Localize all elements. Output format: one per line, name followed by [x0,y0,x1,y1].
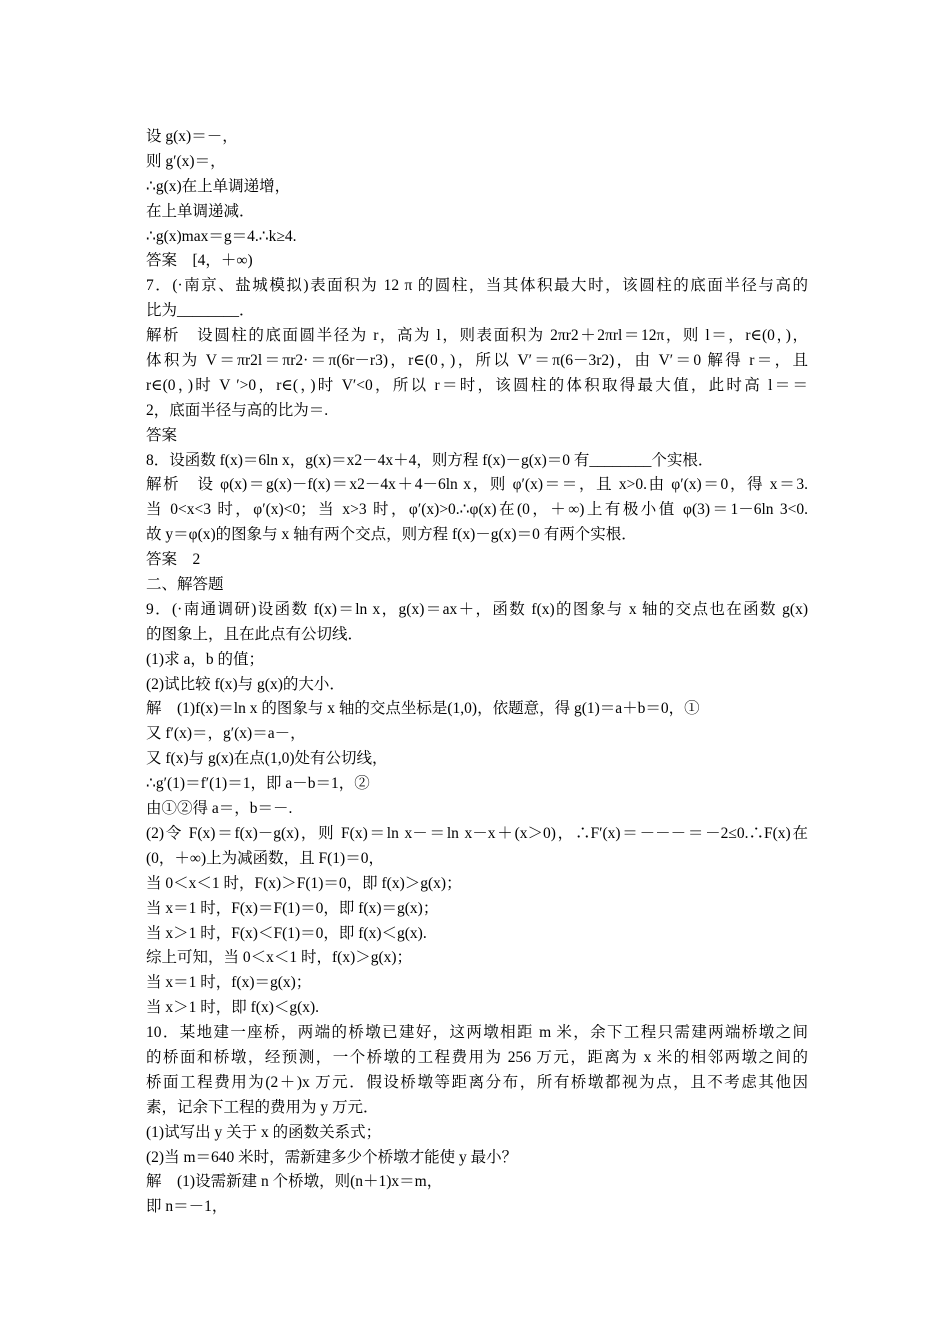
text-line: 8．设函数 f(x)＝6ln x，g(x)＝x2－4x＋4，则方程 f(x)－g(x)＝0 有________个实根． [146,451,714,469]
text-line: r∈(0，)时 V ′>0，r∈(，)时 V′<0，所以 r＝时，该圆柱的体积取得最大值，此时高 l＝＝ [146,376,808,394]
text-line: 故 y＝φ(x)的图象与 x 轴有两个交点，则方程 f(x)－g(x)＝0 有两个实根． [146,526,637,544]
document-body [146,125,808,1220]
text-line: 答案 2 [146,551,201,569]
text-line: 9．(·南通调研)设函数 f(x)＝ln x，g(x)＝ax＋，函数 f(x)的图象与 x 轴的交点也在函数 g(x) [146,600,808,618]
document-page [146,125,808,1220]
text-line: 答案 [146,426,178,444]
text-line: 则 g′(x)＝， [146,152,226,170]
text-line: (2)当 m＝640 米时，需新建多少个桥墩才能使 y 最小？ [146,1148,518,1166]
text-line: 综上可知，当 0＜x＜1 时，f(x)＞g(x)； [146,949,413,967]
text-line: 解析 设 φ(x)＝g(x)－f(x)＝x2－4x＋4－6ln x，则 φ′(x)＝＝，且 x>0.由 φ′(x)＝0，得 x＝3. [146,476,808,494]
text-line: 当 x＝1 时，f(x)＝g(x)； [146,974,312,992]
text-line: (1)试写出 y 关于 x 的函数关系式； [146,1123,382,1141]
text-line: ∴g(x)在上单调递增， [146,177,291,195]
text-line: 2，底面半径与高的比为＝. [146,401,329,419]
text-line: 由①②得 a＝，b＝－. [146,800,293,818]
text-line: 二、解答题 [146,576,224,594]
text-line: 解 (1)f(x)＝ln x 的图象与 x 轴的交点坐标是(1,0)，依题意，得 g(1)＝a＋b＝0，① [146,700,700,718]
text-line: ∴g′(1)＝f′(1)＝1，即 a－b＝1，② [146,775,370,793]
text-line: 的图象上，且在此点有公切线． [146,625,364,643]
text-line: (1)求 a，b 的值； [146,650,264,668]
text-line: 比为________． [146,302,255,320]
text-line: 体积为 V＝πr2l＝πr2·＝π(6r－r3)，r∈(0，)，所以 V′＝π(6－3r2)，由 V′＝0 解得 r＝，且 [146,352,808,370]
text-line: 7．(·南京、盐城模拟)表面积为 12 π 的圆柱，当其体积最大时，该圆柱的底面半径与高的 [146,277,808,295]
text-line: 当 x＝1 时，F(x)＝F(1)＝0，即 f(x)＝g(x)； [146,899,439,917]
text-line: 桥面工程费用为(2＋)x 万元．假设桥墩等距离分布，所有桥墩都视为点，且不考虑其他因 [146,1073,808,1091]
text-line: 又 f′(x)＝，g′(x)＝a－， [146,725,306,743]
text-line: ∴g(x)max＝g＝4.∴k≥4. [146,227,297,245]
text-line: (2)试比较 f(x)与 g(x)的大小． [146,675,345,693]
text-line: 解 (1)设需新建 n 个桥墩，则(n＋1)x＝m， [146,1173,443,1191]
text-line: 在上单调递减． [146,202,255,220]
text-line: (0，＋∞)上为减函数，且 F(1)＝0， [146,849,384,867]
text-line: 当 x＞1 时，即 f(x)＜g(x). [146,999,320,1017]
text-line: 当 0<x<3 时，φ′(x)<0；当 x>3 时，φ′(x)>0.∴φ(x)在(0，＋∞)上有极小值 φ(3)＝1－6ln 3<0. [146,501,808,519]
text-line: 当 0＜x＜1 时，F(x)＞F(1)＝0，即 f(x)＞g(x)； [146,874,462,892]
text-line: 10．某地建一座桥，两端的桥墩已建好，这两墩相距 m 米，余下工程只需建两端桥墩之间 [146,1024,808,1042]
text-line: (2)令 F(x)＝f(x)－g(x)，则 F(x)＝ln x－＝ln x－x＋(x＞0)，∴F′(x)＝－－－＝－2≤0.∴F(x)在 [146,824,808,842]
text-line: 即 n＝－1， [146,1198,228,1216]
text-line: 当 x＞1 时，F(x)＜F(1)＝0，即 f(x)＜g(x). [146,924,427,942]
text-line: 的桥面和桥墩，经预测，一个桥墩的工程费用为 256 万元，距离为 x 米的相邻两墩之间的 [146,1048,808,1066]
text-line: 解析 设圆柱的底面圆半径为 r，高为 l，则表面积为 2πr2＋2πrl＝12π，则 l＝，r∈(0，)， [146,327,808,345]
text-line: 设 g(x)＝－， [146,128,238,145]
text-line: 答案 [4，＋∞) [146,252,253,270]
text-line: 又 f(x)与 g(x)在点(1,0)处有公切线， [146,750,388,768]
text-line: 素，记余下工程的费用为 y 万元． [146,1098,379,1116]
